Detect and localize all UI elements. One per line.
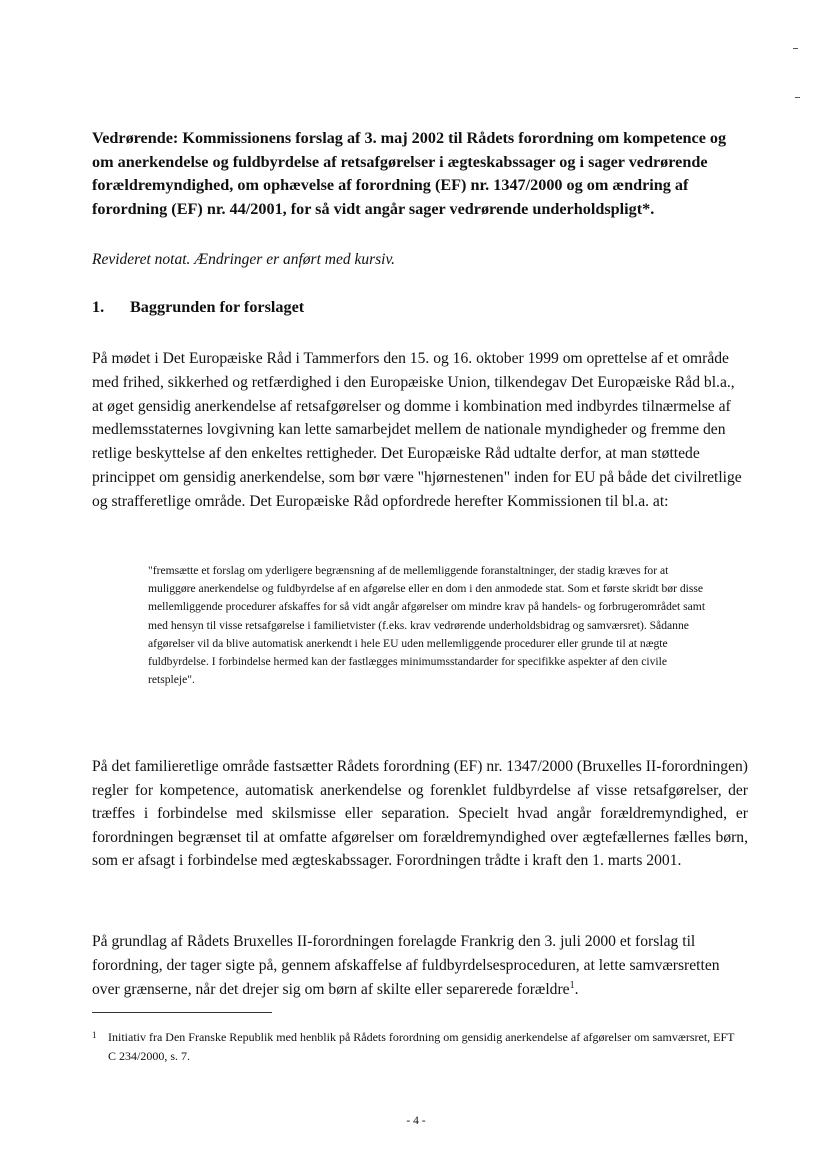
scan-mark [793, 48, 798, 49]
revision-note: Revideret notat. Ændringer er anført med kursiv. [92, 251, 396, 268]
page-number: - 4 - [406, 1115, 426, 1127]
scan-mark [795, 97, 800, 98]
document-heading: Vedrørende: Kommissionens forslag af 3. maj 2002 til Rådets forordning om kompetence og om anerkendelse og fuldbyrdelse af retsafgørelser i ægteskabssager og i sager vedrørende forældremyndighed, om ophævelse af forordning (EF) nr. 1347/2000 og om ændring af forordning (EF) nr. 44/2001, for så vidt angår sager vedrørende underholdspligt*. [92, 129, 727, 218]
paragraph-background: På mødet i Det Europæiske Råd i Tammerfors den 15. og 16. oktober 1999 om oprettelse af et område med frihed, sikkerhed og retfærdighed i den Europæiske Union, tilkendegav Det Europæiske Råd bl.a., at øget gensidig anerkendelse af retsafgørelser og domme i kombination med indbyrdes tilnærmelse af medlemsstaternes lovgivning kan lette samarbejdet mellem de nationale myndigheder og fremme den retlige beskyttelse af den enkeltes rettigheder. Det Europæiske Råd udtalte derfor, at man støttede princippet om gensidig anerkendelse, som bør være "hjørnestenen" inden for EU på både det civilretlige og strafferetlige område. Det Europæiske Råd opfordrede herefter Kommissionen til bl.a. at: [92, 350, 742, 510]
paragraph-france-proposal: På grundlag af Rådets Bruxelles II-forordningen forelagde Frankrig den 3. juli 2000 et forslag til forordning, der tager sigte på, gennem afskaffelse af fuldbyrdelsesproceduren, at lette samværsretten over grænserne, når det drejer sig om børn af skilte eller separerede forældre$^1$. [92, 933, 720, 998]
section-heading [92, 296, 748, 318]
paragraph-text: På grundlag af Rådets Bruxelles II-forordningen forelagde Frankrig den 3. juli 2000 et forslag til forordning, der tager sigte på, gennem afskaffelse af fuldbyrdelsesproceduren, at lette samværsretten over grænserne, når det drejer sig om børn af skilte eller separerede forældre [92, 933, 720, 998]
quoted-passage: "fremsætte et forslag om yderligere begrænsning af de mellemliggende foranstaltninger, der stadig kræves for at muliggøre anerkendelse og fuldbyrdelse af en afgørelse eller en dom i den anmodede stat. Som et første skridt bør disse mellemliggende procedurer afskaffes for så vidt angår afgørelser om mindre krav på handels- og forbrugerområdet samt med hensyn til visse retsafgørelse i familietvister (f.eks. krav vedrørende underholdsbidrag og samværsret). Sådanne afgørelser vil da blive automatisk anerkendt i hele EU uden mellemliggende procedurer eller grunde til at nægte fuldbyrdelse. I forbindelse hermed kan der fastlægges minimumsstandarder for specifikke aspekter af den civile retspleje". [148, 564, 706, 687]
footnote [92, 1028, 742, 1066]
footnote-divider [92, 1012, 272, 1013]
section-number: 1. [92, 298, 105, 316]
footnote-number: 1 [92, 1030, 97, 1040]
paragraph-family-law: På det familieretlige område fastsætter Rådets forordning (EF) nr. 1347/2000 (Bruxelles II-forordningen) regler for kompetence, automatisk anerkendelse og forenklet fuldbyrdelse af visse retsafgørelser, der træffes i forbindelse med skilsmisse eller separation. Specielt hvad angår forældremyndighed, er forordningen begrænset til at omfatte afgørelser om forældremyndighed over ægtefællernes fælles børn, som er afsagt i forbindelse med ægteskabssager. Forordningen trådte i kraft den 1. marts 2001. [92, 758, 748, 870]
section-title: Baggrunden for forslaget [130, 298, 305, 316]
footnote-reference[interactable]: 1 [569, 979, 575, 991]
footnote-text: Initiativ fra Den Franske Republik med henblik på Rådets forordning om gensidig anerkendelse af afgørelser om samværsret, EFT C 234/2000, s. 7. [108, 1030, 735, 1063]
